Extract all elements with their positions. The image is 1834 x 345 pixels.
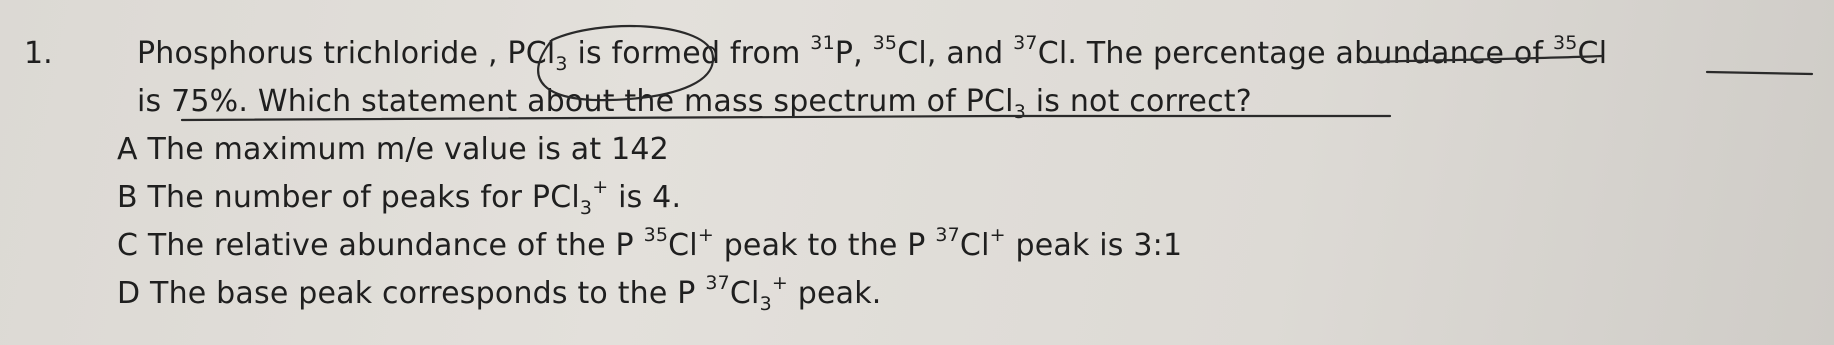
question-line-1: Phosphorus trichloride , PCl$_3$ is formed from $^{31}$P, $^{35}$Cl, and $^{37}$Cl. The percentage abundance of $^{35}$Cl [137,32,1608,75]
option-a: A The maximum m/e value is at 142 [117,132,669,167]
option-letter: C [117,228,139,263]
option-letter: D [117,276,141,311]
option-b: B The number of peaks for PCl$_3$+ is 4. [117,176,682,219]
question-number: 1. [24,36,53,71]
underline-stroke-2 [1707,72,1812,74]
question-line-2: is 75%. Which statement about the mass spectrum of PCl$_3$ is not correct? [137,84,1252,123]
option-d: D The base peak corresponds to the P $^{37}Cl_3^+$ peak. [117,272,882,315]
option-c: C The relative abundance of the P $^{35}$Cl+ peak to the P $^{37}$Cl+ peak is 3:1 [117,224,1183,263]
option-letter: B [117,180,138,215]
option-letter: A [117,132,138,167]
